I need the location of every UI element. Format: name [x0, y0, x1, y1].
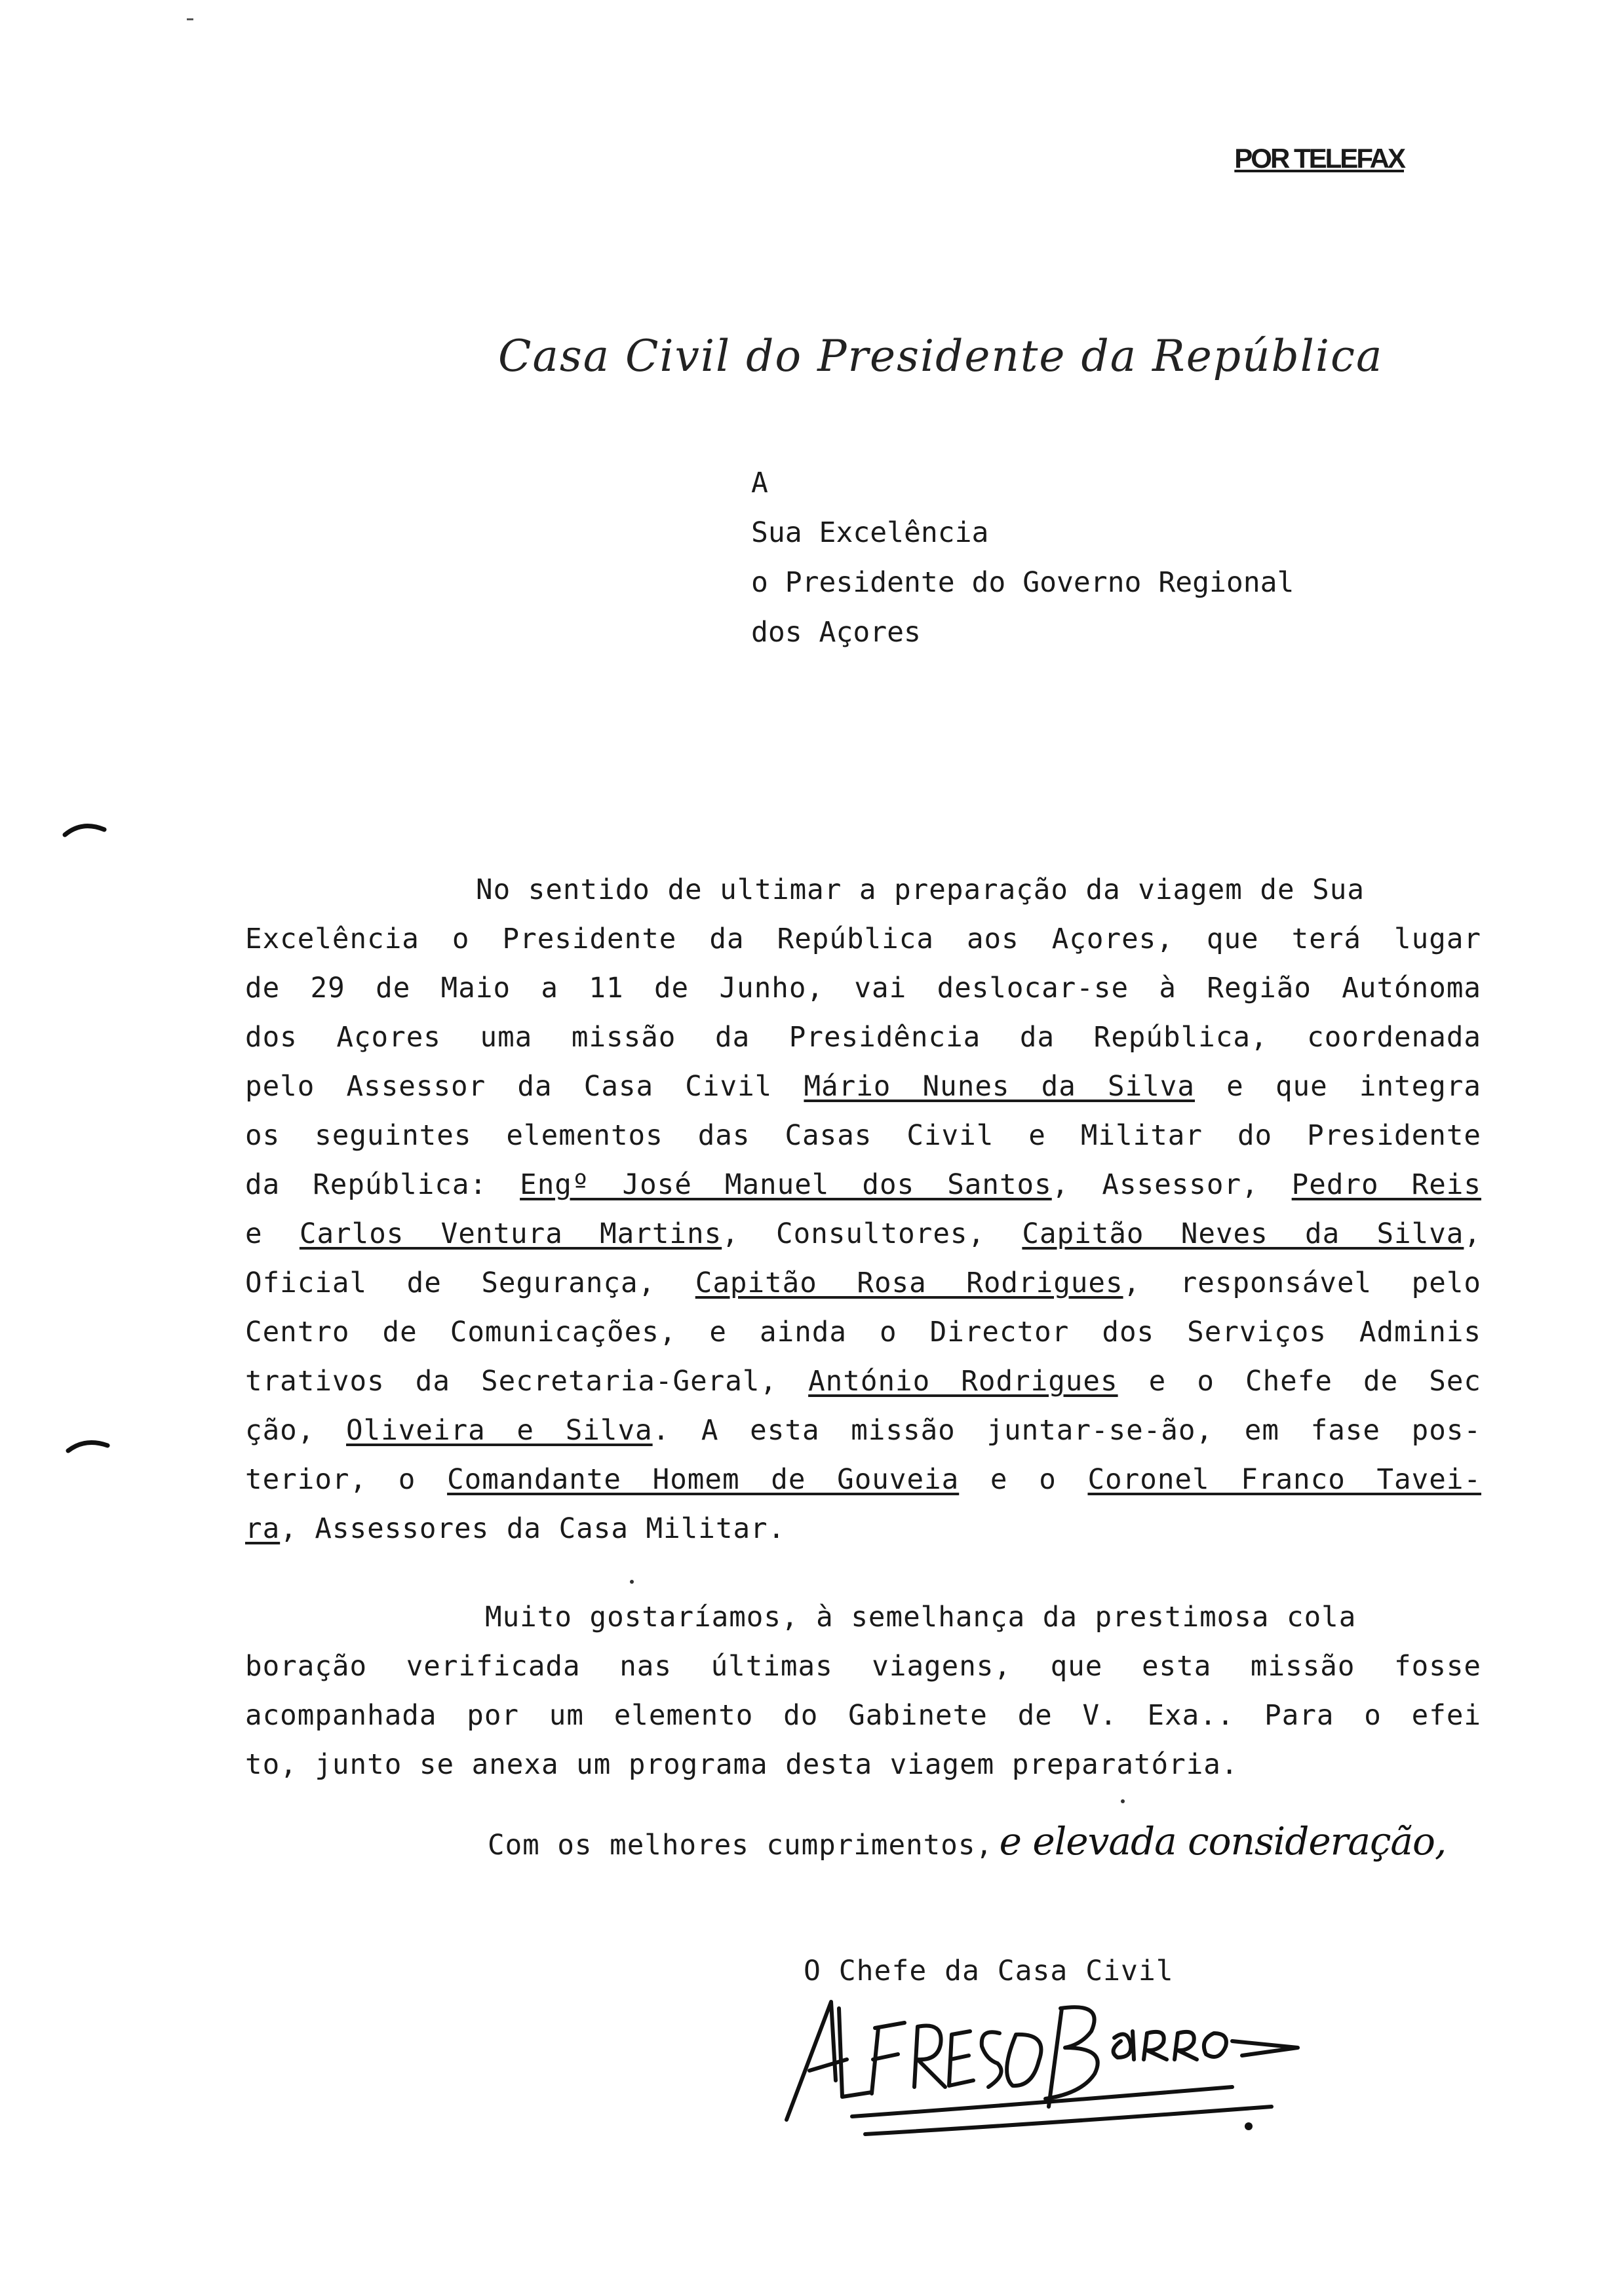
body-line-18: to, junto se anexa um programa desta viagem preparatória.	[245, 1749, 1239, 1781]
address-line-2: Sua Excelência	[751, 516, 989, 549]
closing-typed: Com os melhores cumprimentos,	[488, 1829, 994, 1862]
body-line-11	[245, 1358, 1481, 1406]
body-line-17: acompanhada por um elemento do Gabinete de V. Exa.. Para o efei	[245, 1700, 1481, 1732]
signature-image	[773, 1982, 1311, 2152]
fax-label: POR TELEFAX	[1234, 143, 1404, 174]
body-line-4: dos Açores uma missão da Presidência da República, coordenada	[245, 1022, 1481, 1054]
body-line-7	[245, 1161, 1481, 1210]
body-line-8	[245, 1210, 1481, 1259]
signatory-title: O Chefe da Casa Civil	[804, 1955, 1174, 1987]
text-run: , responsável pelo	[1123, 1267, 1482, 1299]
address-line-3: o Presidente do Governo Regional	[751, 566, 1294, 599]
letterhead-title: Casa Civil do Presidente da República	[498, 331, 1384, 381]
hole-punch-mark-top	[62, 819, 108, 839]
name-mario-nunes-da-silva: Mário Nunes da Silva	[804, 1071, 1195, 1103]
body-line-16: boração verificada nas últimas viagens, que esta missão fosse	[245, 1651, 1481, 1683]
body-line-14	[245, 1505, 1481, 1554]
text-run: pelo Assessor da Casa Civil	[245, 1071, 804, 1103]
name-capitao-rosa-rodrigues: Capitão Rosa Rodrigues	[695, 1267, 1123, 1299]
body-line-10	[245, 1309, 1481, 1357]
closing-handwritten: e elevada consideração,	[999, 1819, 1447, 1864]
text-run: terior, o	[245, 1464, 448, 1496]
text-run: trativos da Secretaria-Geral,	[245, 1366, 809, 1398]
text-run: e o	[959, 1464, 1088, 1496]
text-run: ,	[1464, 1218, 1481, 1250]
body-line-13	[245, 1456, 1481, 1504]
body-line-15: Muito gostaríamos, à semelhança da prestimosa cola	[485, 1601, 1357, 1634]
name-antonio-rodrigues: António Rodrigues	[808, 1366, 1118, 1398]
text-run: e o Chefe de Sec	[1118, 1366, 1482, 1398]
text-run: , Assessor,	[1051, 1169, 1292, 1201]
text-run: Oficial de Segurança,	[245, 1267, 695, 1299]
name-oliveira-e-silva: Oliveira e Silva	[346, 1415, 653, 1447]
text-run: . A esta missão juntar-se-ão, em fase pos-	[652, 1415, 1481, 1447]
body-line-12	[245, 1407, 1481, 1455]
body-line-1: No sentido de ultimar a preparação da viagem de Sua	[476, 874, 1365, 906]
hole-punch-mark-bottom	[66, 1435, 111, 1455]
body-line-6: os seguintes elementos das Casas Civil e Militar do Presidente	[245, 1120, 1481, 1152]
body-line-3: de 29 de Maio a 11 de Junho, vai deslocar-se à Região Autónoma	[245, 972, 1481, 1004]
text-run: , Consultores,	[722, 1218, 1022, 1250]
text-run: Centro de Comunicações, e ainda o Director dos Serviços Adminis	[245, 1316, 1481, 1349]
closing-line	[488, 1819, 1484, 1878]
scan-speck	[1121, 1799, 1125, 1803]
text-run: e	[245, 1218, 300, 1250]
name-pedro-reis: Pedro Reis	[1291, 1169, 1481, 1201]
name-coronel-franco-taveira-cont: ra	[245, 1513, 281, 1545]
scan-speck	[187, 18, 193, 20]
body-line-5	[245, 1063, 1481, 1111]
name-carlos-ventura-martins: Carlos Ventura Martins	[299, 1218, 722, 1250]
text-run: da República:	[245, 1169, 520, 1201]
name-jose-manuel-dos-santos: Engº José Manuel dos Santos	[520, 1169, 1052, 1201]
name-coronel-franco-taveira: Coronel Franco Tavei-	[1087, 1464, 1481, 1496]
scan-speck	[630, 1580, 634, 1584]
address-line-1: A	[751, 467, 768, 499]
text-run: ção,	[245, 1415, 347, 1447]
address-line-4: dos Açores	[751, 616, 921, 649]
text-run: , Assessores da Casa Militar.	[280, 1513, 786, 1545]
text-run: e que integra	[1194, 1071, 1481, 1103]
body-line-9	[245, 1259, 1481, 1308]
name-comandante-homem-de-gouveia: Comandante Homem de Gouveia	[447, 1464, 960, 1496]
name-capitao-neves-da-silva: Capitão Neves da Silva	[1022, 1218, 1464, 1250]
body-line-2: Excelência o Presidente da República aos Açores, que terá lugar	[245, 923, 1481, 955]
